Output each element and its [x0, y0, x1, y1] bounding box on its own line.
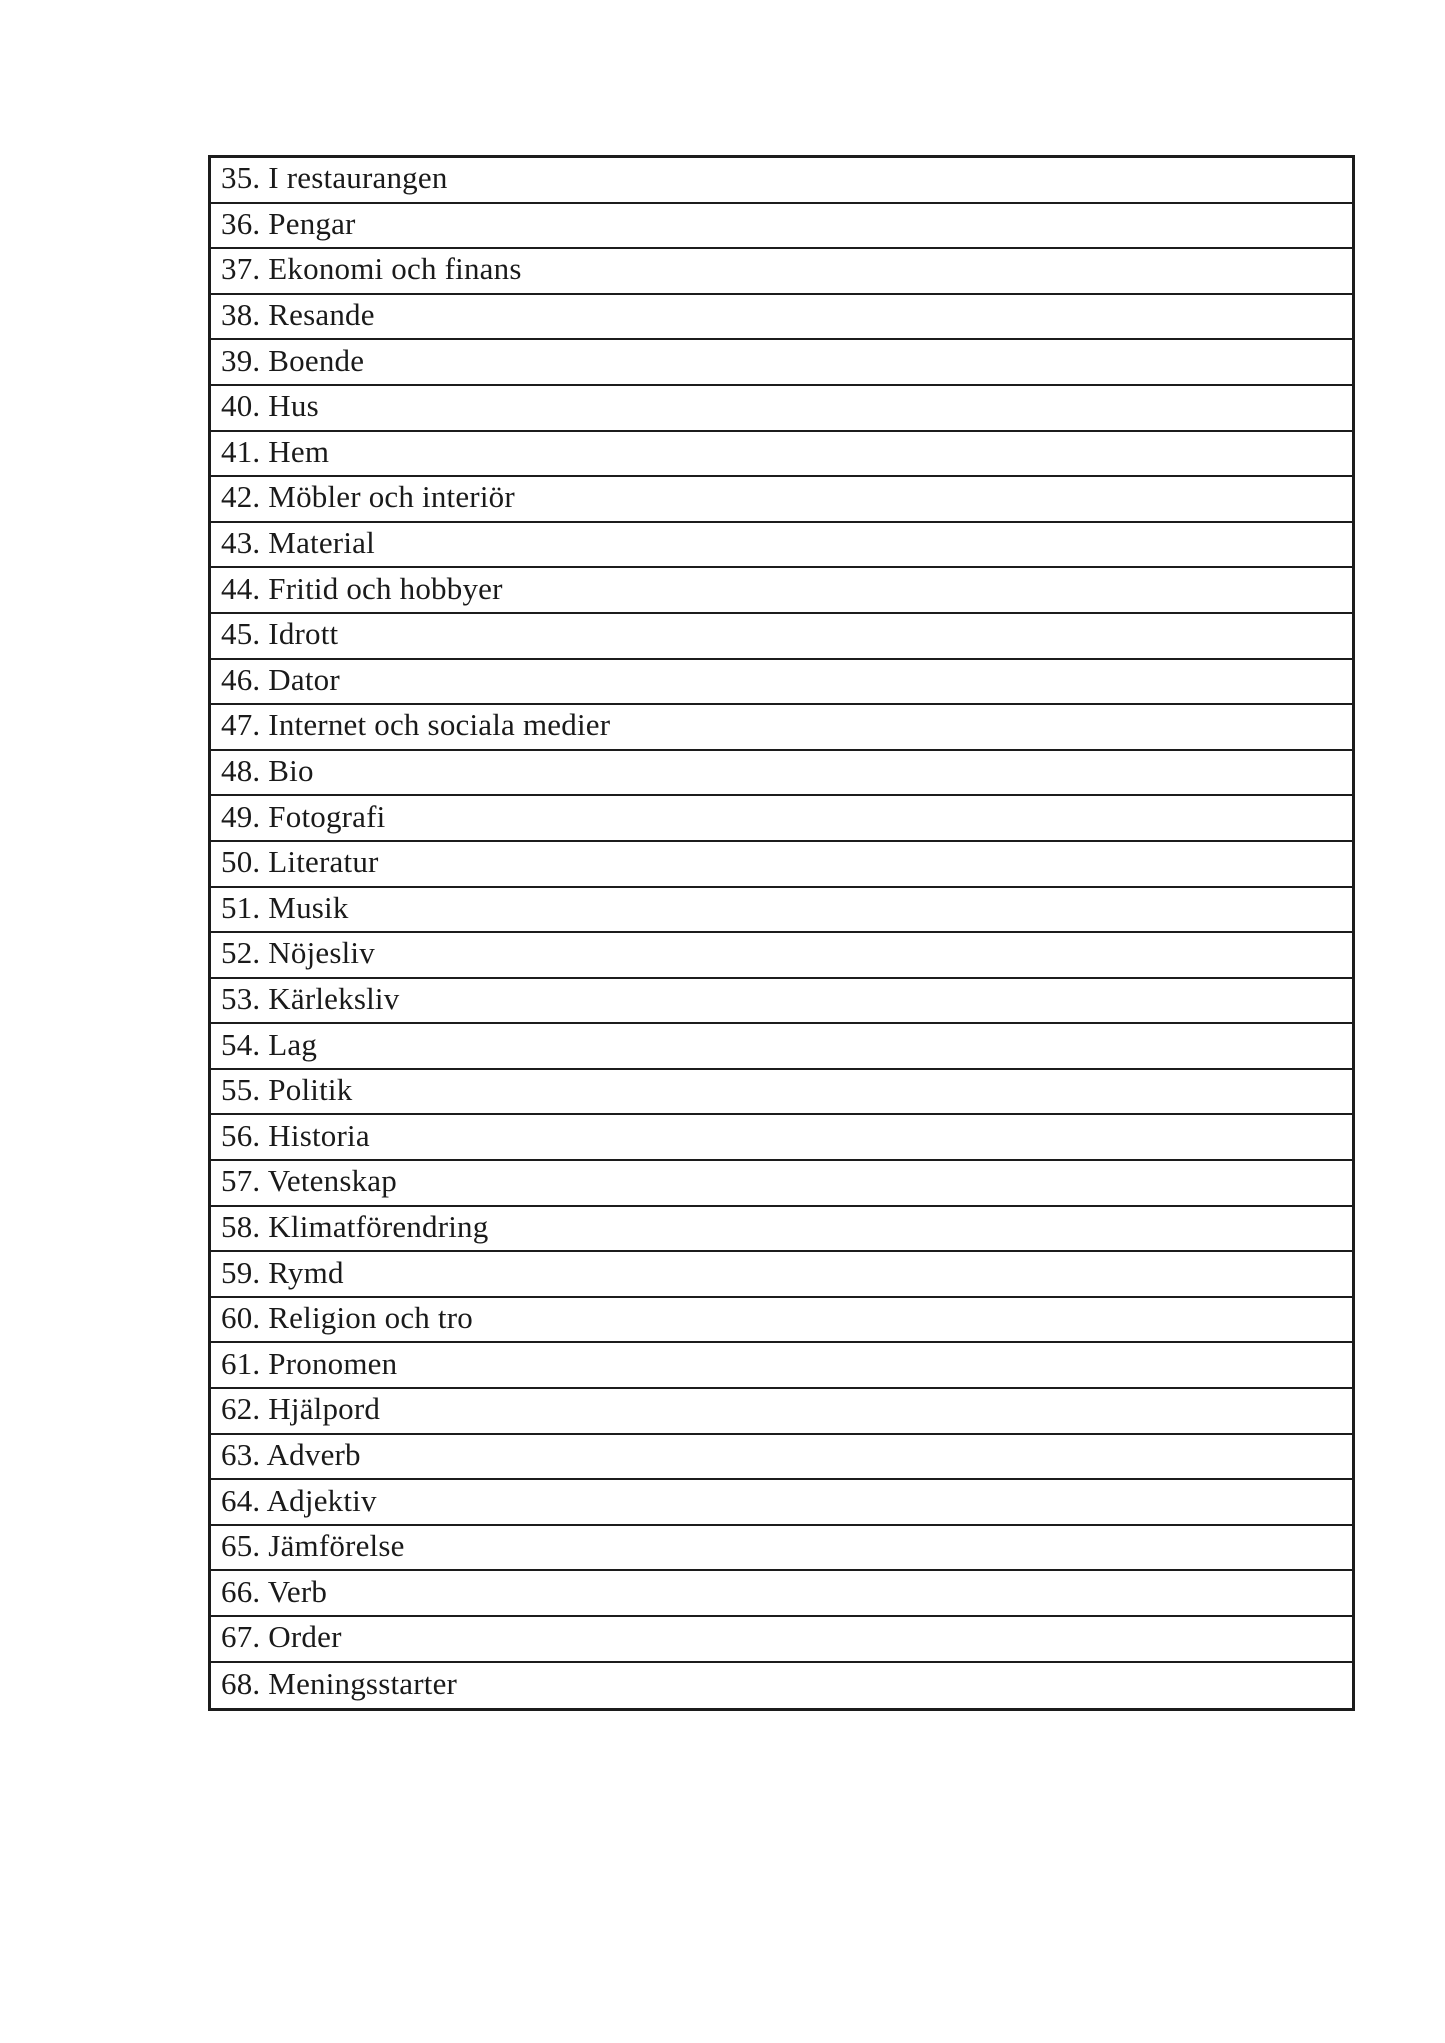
- toc-entry-text: 63. Adverb: [221, 1436, 361, 1472]
- table-row: [211, 1480, 1352, 1526]
- table-row: [211, 705, 1352, 751]
- toc-entry-text: 51. Musik: [221, 889, 349, 925]
- toc-entry-text: 54. Lag: [221, 1026, 318, 1062]
- toc-entry-text: 61. Pronomen: [221, 1345, 398, 1381]
- table-row: [211, 523, 1352, 569]
- table-row: [211, 888, 1352, 934]
- toc-entry-text: 40. Hus: [221, 388, 319, 424]
- toc-entry-text: 67. Order: [221, 1619, 342, 1655]
- table-row: [211, 295, 1352, 341]
- table-row: [211, 1207, 1352, 1253]
- table-row: [211, 249, 1352, 295]
- table-row: [211, 796, 1352, 842]
- table-row: [211, 1070, 1352, 1116]
- toc-entry-text: 35. I restaurangen: [221, 160, 448, 196]
- toc-entry-text: 68. Meningsstarter: [221, 1665, 458, 1701]
- toc-entry-text: 39. Boende: [221, 342, 365, 378]
- toc-entry-text: 38. Resande: [221, 297, 375, 333]
- table-row: [211, 1571, 1352, 1617]
- toc-entry-text: 60. Religion och tro: [221, 1300, 473, 1336]
- table-row: [211, 386, 1352, 432]
- table-row: [211, 1389, 1352, 1435]
- toc-entry-text: 44. Fritid och hobbyer: [221, 570, 503, 606]
- toc-entry-text: 42. Möbler och interiör: [221, 479, 515, 515]
- toc-entry-text: 52. Nöjesliv: [221, 935, 375, 971]
- table-row: [211, 1115, 1352, 1161]
- table-row: [211, 568, 1352, 614]
- table-row: [211, 842, 1352, 888]
- table-row: [211, 340, 1352, 386]
- toc-entry-text: 64. Adjektiv: [221, 1482, 377, 1518]
- table-row: [211, 1663, 1352, 1709]
- table-row: [211, 660, 1352, 706]
- toc-entry-text: 37. Ekonomi och finans: [221, 251, 522, 287]
- toc-entry-text: 48. Bio: [221, 753, 314, 789]
- toc-entry-text: 58. Klimatförendring: [221, 1208, 489, 1244]
- toc-entry-text: 45. Idrott: [221, 616, 339, 652]
- table-row: [211, 1252, 1352, 1298]
- toc-entry-text: 57. Vetenskap: [221, 1163, 397, 1199]
- table-row: [211, 614, 1352, 660]
- table-row: [211, 979, 1352, 1025]
- table-row: [211, 432, 1352, 478]
- table-row: [211, 158, 1352, 204]
- table-row: [211, 1526, 1352, 1572]
- toc-entry-text: 66. Verb: [221, 1573, 328, 1609]
- table-row: [211, 1024, 1352, 1070]
- table-row: [211, 1343, 1352, 1389]
- table-row: [211, 204, 1352, 250]
- toc-entry-text: 62. Hjälpord: [221, 1391, 381, 1427]
- toc-entry-text: 47. Internet och sociala medier: [221, 707, 611, 743]
- toc-entry-text: 53. Kärleksliv: [221, 980, 400, 1016]
- toc-entry-text: 50. Literatur: [221, 844, 379, 880]
- toc-entry-text: 59. Rymd: [221, 1254, 344, 1290]
- toc-entry-text: 43. Material: [221, 525, 375, 561]
- toc-entry-text: 55. Politik: [221, 1072, 353, 1108]
- toc-table: [208, 155, 1355, 1711]
- toc-entry-text: 56. Historia: [221, 1117, 370, 1153]
- table-row: [211, 1435, 1352, 1481]
- toc-entry-text: 36. Pengar: [221, 205, 356, 241]
- toc-entry-text: 65. Jämförelse: [221, 1528, 405, 1564]
- table-row: [211, 933, 1352, 979]
- toc-entry-text: 41. Hem: [221, 433, 330, 469]
- table-row: [211, 477, 1352, 523]
- table-row: [211, 751, 1352, 797]
- toc-entry-text: 49. Fotografi: [221, 798, 386, 834]
- table-row: [211, 1617, 1352, 1663]
- table-row: [211, 1161, 1352, 1207]
- table-row: [211, 1298, 1352, 1344]
- toc-entry-text: 46. Dator: [221, 661, 340, 697]
